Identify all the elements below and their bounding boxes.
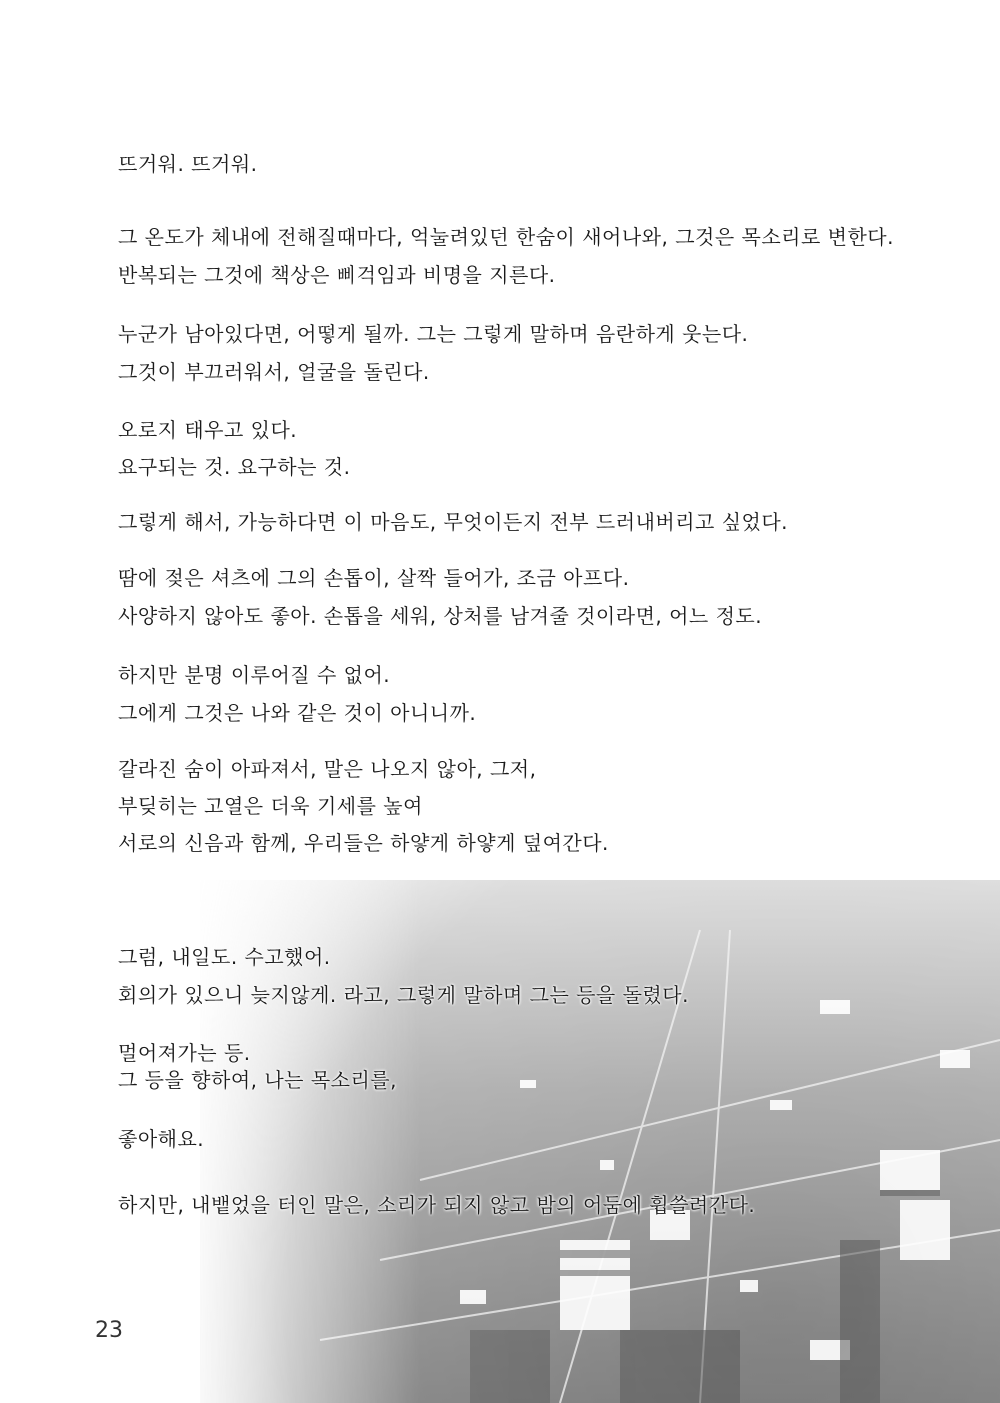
text-line: 하지만, 내뱉었을 터인 말은, 소리가 되지 않고 밤의 어둠에 휩쓸려간다. <box>118 1193 756 1217</box>
text-line: 그렇게 해서, 가능하다면 이 마음도, 무엇이든지 전부 드러내버리고 싶었다. <box>118 510 789 534</box>
text-line: 누군가 남아있다면, 어떻게 될까. 그는 그렇게 말하며 음란하게 웃는다. <box>118 322 749 346</box>
text-line: 하지만 분명 이루어질 수 없어. <box>118 663 391 687</box>
text-line: 오로지 태우고 있다. <box>118 418 298 442</box>
text-line: 그 등을 향하여, 나는 목소리를, <box>118 1068 397 1092</box>
text-line: 멀어져가는 등. <box>118 1041 251 1065</box>
text-line: 갈라진 숨이 아파져서, 말은 나오지 않아, 그저, <box>118 757 537 781</box>
text-line: 그럼, 내일도. 수고했어. <box>118 945 331 969</box>
page-number: 23 <box>95 1318 123 1343</box>
text-line: 반복되는 그것에 책상은 삐걱임과 비명을 지른다. <box>118 263 556 287</box>
text-line: 사양하지 않아도 좋아. 손톱을 세워, 상처를 남겨줄 것이라면, 어느 정도. <box>118 604 763 628</box>
text-line: 좋아해요. <box>118 1127 205 1151</box>
text-line: 땀에 젖은 셔츠에 그의 손톱이, 살짝 들어가, 조금 아프다. <box>118 566 630 590</box>
text-line: 부딪히는 고열은 더욱 기세를 높여 <box>118 794 423 818</box>
text-line: 회의가 있으니 늦지않게. 라고, 그렇게 말하며 그는 등을 돌렸다. <box>118 983 689 1007</box>
text-line: 뜨거워. 뜨거워. <box>118 152 258 176</box>
text-line: 요구되는 것. 요구하는 것. <box>118 455 351 479</box>
text-line: 서로의 신음과 함께, 우리들은 하얗게 하얗게 덮여간다. <box>118 831 609 855</box>
text-line: 그에게 그것은 나와 같은 것이 아니니까. <box>118 701 477 725</box>
text-line: 그 온도가 체내에 전해질때마다, 억눌려있던 한숨이 새어나와, 그것은 목소리로 변한다. <box>118 225 894 249</box>
text-line: 그것이 부끄러워서, 얼굴을 돌린다. <box>118 360 430 384</box>
